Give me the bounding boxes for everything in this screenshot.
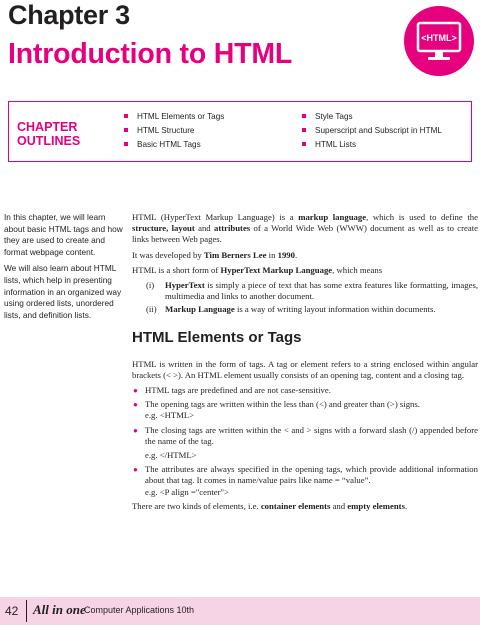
bullet-icon: ● — [133, 425, 138, 435]
book-title: Computer Applications 10th — [84, 605, 195, 615]
outline-item: HTML Elements or Tags — [124, 110, 224, 124]
chapter-summary-sidebar — [4, 212, 126, 326]
bullet-item: ● The closing tags are written within the < and > signs with a forward slash (/) appended before the name of the tag. — [133, 424, 478, 446]
bullet-item: ● HTML tags are predefined and are not case-sensitive. — [133, 385, 331, 396]
main-content — [132, 212, 478, 516]
outline-item: Style Tags — [302, 110, 442, 124]
outline-column-1 — [124, 110, 224, 152]
page-number: 42 — [5, 604, 19, 618]
sidebar-paragraph: We will also learn about HTML lists, which help in presenting information in an organized way using ordered lists, unordered lists, and definition lists. — [4, 263, 122, 320]
chapter-number: Chapter 3 — [8, 0, 130, 30]
logo-text: <HTML> — [421, 33, 457, 43]
bullet-item: ● The opening tags are written within the less than (<) and greater than (>) signs. e.g. <HTML> — [133, 399, 420, 421]
footer-divider — [26, 600, 27, 622]
bullet-icon — [124, 114, 128, 118]
outline-item: HTML Lists — [302, 138, 442, 152]
brand-logo: All in one — [33, 602, 86, 617]
intro-paragraph: It was developed by Tim Berners Lee in 1990. — [132, 249, 298, 260]
section-paragraph: There are two kinds of elements, i.e. container elements and empty elements. — [132, 500, 408, 511]
bullet-icon — [124, 142, 128, 146]
bullet-item: ● The attributes are always specified in the opening tags, which provide additional information about that tag. It comes in name/value pairs like name = “value”. e.g. <P align ="center"> — [133, 464, 478, 497]
numbered-item: (ii) Markup Language is a way of writing layout information within documents. — [146, 304, 436, 315]
example-line: e.g. </HTML> — [145, 450, 197, 461]
outline-column-2 — [302, 110, 442, 152]
section-heading: HTML Elements or Tags — [132, 328, 302, 346]
chapter-outlines-label: CHAPTER OUTLINES — [17, 120, 81, 148]
intro-paragraph: HTML is a short form of HyperText Markup Language, which means — [132, 264, 383, 275]
intro-paragraph: HTML (HyperText Markup Language) is a markup language, which is used to define the structure, layout and attributes of a World Wide Web (WWW) document as well as to create links between Web pages. — [132, 212, 478, 245]
numbered-item: (i) HyperText is simply a piece of text that has some extra features like formatting, images, multimedia and links to another document. — [146, 280, 478, 302]
section-paragraph: HTML is written in the form of tags. A tag or element refers to a string enclosed within angular brackets (< >). An HTML element usually consists of an opening tag, content and a closing tag. — [132, 358, 478, 380]
chapter-outlines-box — [8, 101, 472, 162]
bullet-icon: ● — [133, 386, 138, 396]
outline-item: HTML Structure — [124, 124, 224, 138]
bullet-icon — [124, 128, 128, 132]
bullet-icon — [302, 128, 306, 132]
bullet-icon: ● — [133, 400, 138, 410]
sidebar-paragraph: In this chapter, we will learn about basic HTML tags and how they are used to create and format webpage content. — [4, 212, 123, 257]
html-monitor-icon — [404, 6, 474, 76]
outline-item: Superscript and Subscript in HTML — [302, 124, 442, 138]
bullet-icon — [302, 142, 306, 146]
bullet-icon: ● — [133, 465, 138, 475]
chapter-title: Introduction to HTML — [8, 38, 293, 70]
outline-item: Basic HTML Tags — [124, 138, 224, 152]
bullet-icon — [302, 114, 306, 118]
